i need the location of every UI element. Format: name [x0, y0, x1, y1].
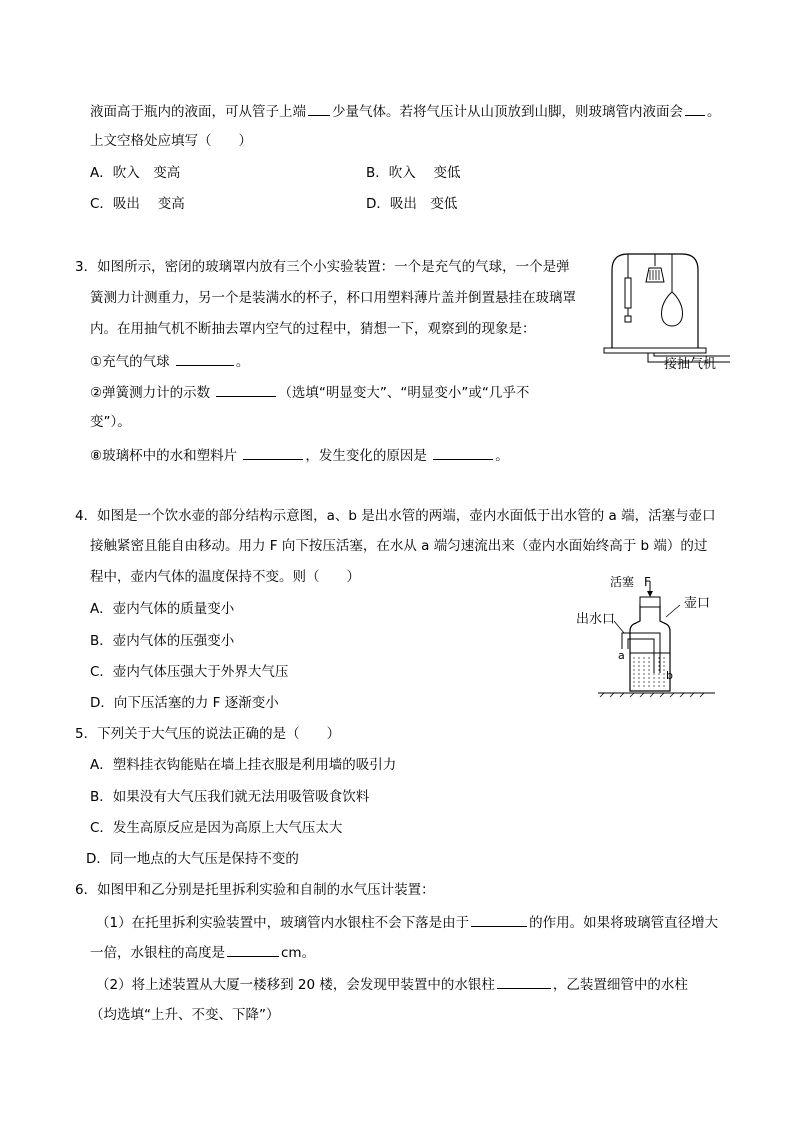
- q5-option-a: A．塑料挂衣钩能贴在墙上挂衣服是利用墙的吸引力: [90, 757, 397, 773]
- q4-line3: 程中，壶内气体的温度保持不变。则（ ）: [90, 569, 360, 585]
- q4-option-a: A．壶内气体的质量变小: [90, 601, 235, 617]
- piston-label: 活塞: [610, 575, 635, 589]
- kettle-figure: [570, 573, 720, 698]
- q2-text-c: 。: [707, 104, 721, 120]
- q3-sub1: [90, 352, 249, 371]
- q6-part1-text-b: 的作用。如果将玻璃管直径增大: [529, 915, 719, 931]
- outlet-label: 出水口: [576, 612, 616, 627]
- q3-line1: 3．如图所示，密闭的玻璃罩内放有三个小实验装置：一个是充气的气球，一个是弹: [75, 259, 570, 275]
- q6-part2-cont: （均选填“上升、不变、下降”）: [90, 1007, 280, 1023]
- q2-option-c: C．吸出 变高: [90, 196, 185, 212]
- q3-sub3: [90, 446, 509, 465]
- q2-option-d: D．吸出 变低: [366, 196, 458, 212]
- q3-sub3-text-b: ，发生变化的原因是: [305, 448, 427, 464]
- q3-sub3-text: ⑧玻璃杯中的水和塑料片: [90, 448, 238, 464]
- q3-line2: 簧测力计测重力，另一个是装满水的杯子，杯口用塑料薄片盖并倒置悬挂在玻璃罩: [90, 290, 576, 306]
- q2-option-a: A．吹入 变高: [90, 165, 181, 181]
- blank: [471, 913, 527, 927]
- q2-line1: [90, 102, 721, 121]
- q3-sub2: [90, 383, 529, 402]
- q6-part1: [96, 913, 718, 932]
- blank: [497, 975, 551, 989]
- bell-jar-figure: [600, 244, 730, 379]
- q3-sub2-cont: 变”）。: [90, 414, 131, 430]
- blank: [243, 446, 303, 460]
- q4-line2: 接触紧密且能自由移动。用力 F 向下按压活塞，在水从 a 端匀速流出来（壶内水面始终高于 b 端）的过: [90, 538, 708, 554]
- q6-part1-text-c: 一倍，水银柱的高度是: [90, 945, 225, 961]
- q4-line1: 4．如图是一个饮水壶的部分结构示意图，a、b 是出水管的两端，壶内水面低于出水管的 a 端，活塞与壶口: [75, 508, 716, 524]
- end-a-label: a: [618, 649, 625, 662]
- q2-line2: 上文空格处应填写（ ）: [90, 133, 252, 149]
- q3-sub3-end: 。: [495, 448, 509, 464]
- q6-part2-text-b: ，乙装置细管中的水柱: [552, 977, 688, 993]
- q6-part1-unit: cm。: [281, 945, 316, 961]
- q4-option-d: D．向下压活塞的力 F 逐渐变小: [90, 695, 279, 711]
- end-b-label: b: [666, 669, 673, 682]
- blank: [216, 383, 276, 397]
- q6-line1: 6．如图甲和乙分别是托里拆利实验和自制的水气压计装置：: [75, 882, 435, 898]
- vacuum-pump-label: 接抽气机: [664, 357, 717, 372]
- q5-line1: 5．下列关于大气压的说法正确的是（ ）: [75, 726, 341, 742]
- blank: [176, 352, 234, 366]
- q6-part2: [96, 975, 688, 994]
- q3-sub1-text: ①充气的气球: [90, 354, 170, 370]
- kettle-diagram: [570, 573, 720, 698]
- q3-sub2-text-b: （选填“明显变大”、“明显变小”或“几乎不: [278, 385, 530, 401]
- q2-text-b: 少量气体。若将气压计从山顶放到山脚，则玻璃管内液面会: [332, 104, 683, 120]
- q5-option-d: D．同一地点的大气压是保持不变的: [86, 851, 299, 867]
- q6-part1-text: （1）在托里拆利实验装置中，玻璃管内水银柱不会下落是由于: [96, 915, 470, 931]
- q6-part2-text: （2）将上述装置从大厦一楼移到 20 楼，会发现甲装置中的水银柱: [96, 977, 495, 993]
- q3-line3: 内。在用抽气机不断抽去罩内空气的过程中，猜想一下，观察到的现象是：: [90, 321, 536, 337]
- blank: [227, 943, 279, 957]
- blank: [685, 102, 705, 116]
- q2-option-b: B．吹入 变低: [366, 165, 461, 181]
- force-label: F: [644, 575, 651, 589]
- q6-part1-cont: [90, 943, 315, 962]
- blank: [308, 102, 330, 116]
- q5-option-c: C．发生高原反应是因为高原上大气压太大: [90, 820, 343, 836]
- q2-text-a: 液面高于瓶内的液面，可从管子上端: [90, 104, 306, 120]
- q5-option-b: B．如果没有大气压我们就无法用吸管吸食饮料: [90, 789, 370, 805]
- q4-option-c: C．壶内气体压强大于外界大气压: [90, 664, 289, 680]
- blank: [433, 446, 493, 460]
- spout-label: 壶口: [684, 596, 711, 611]
- q3-sub1-end: 。: [235, 354, 250, 370]
- q4-option-b: B．壶内气体的压强变小: [90, 633, 235, 649]
- q3-sub2-text: ②弹簧测力计的示数: [90, 385, 211, 401]
